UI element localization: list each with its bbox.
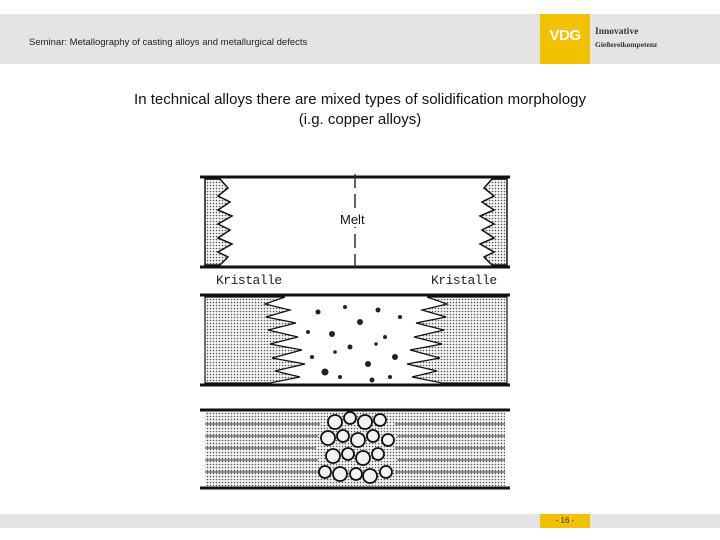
crystals-label-left: Kristalle [216,273,282,288]
page-number: - 16 - [540,514,590,528]
panel-final-stage [200,410,510,488]
seminar-title: Seminar: Metallography of casting alloys and metallurgical defects [29,37,308,48]
vdg-logo-text: VDG [549,27,581,44]
panel-middle-stage [200,295,510,385]
slide-title-line-2: (i.g. copper alloys) [298,111,422,128]
melt-label: Melt [340,212,365,227]
logo-tagline-1: Innovative [595,27,639,37]
slide-title-line-1: In technical alloys there are mixed types of solidification morphology [134,91,586,108]
footer-band [0,514,720,528]
logo-tagline-2: Gießereikompetenz [595,40,658,49]
crystals-label-right: Kristalle [431,273,497,288]
